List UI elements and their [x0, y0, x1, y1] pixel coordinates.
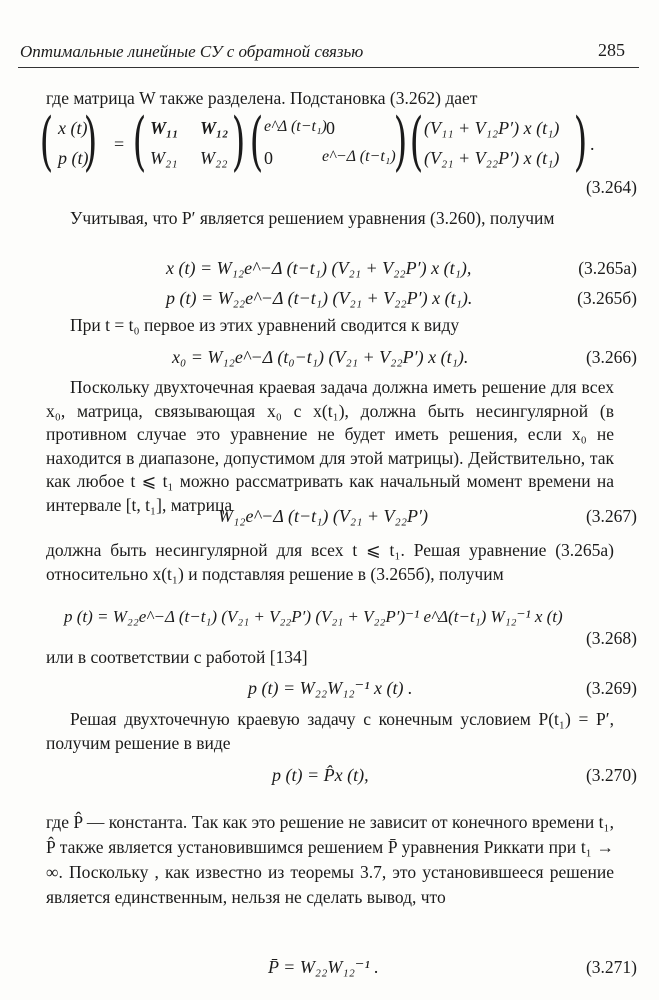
eq269-number: (3.269)	[585, 678, 637, 698]
page-number: 285	[598, 40, 625, 60]
eq265a-number: (3.265a)	[578, 258, 637, 278]
paragraph-7: где P̂ — константа. Так как это решение не зависит от конечного времени t₁, P̂ также является установившимся решением P̄ уравнения Риккати при t₁ → ∞. Поскольку , как известно из теоремы 3.7, это установившееся решение является единственным, нельзя не сделать вывод, что	[46, 812, 614, 907]
intro-line: где матрица W также разделена. Подстановка (3.262) дает	[46, 88, 478, 108]
eq264-dot: .	[590, 134, 595, 154]
running-header: Оптимальные линейные СУ с обратной связью	[20, 42, 364, 61]
eq264-e12: 0	[326, 118, 335, 138]
eq264-number: (3.264)	[585, 177, 637, 197]
equation-3-271: P̄ = W₂₂W₁₂⁻¹ .	[268, 957, 379, 977]
paragraph-3: Поскольку двухточечная краевая задача должна иметь решение для всех x₀, матрица, связывающая x₀ с x(t₁), должна быть несингулярной (в противном случае это уравнение не будет иметь решения, если x₀ не находится в диапазоне, допустимом для этой матрицы). Действительно, так как любое t ⩽ t₁ можно рассматривать как начальный момент времени на интервале [t, t₁], матрица	[46, 377, 614, 515]
paragraph-1: Учитывая, что P′ является решением уравнения (3.260), получим	[70, 208, 555, 228]
eq264-rhs-bot: (V₂₁ + V₂₂P′) x (t₁)	[424, 148, 560, 168]
eq270-number: (3.270)	[585, 765, 637, 785]
equation-3-269: p (t) = W₂₂W₁₂⁻¹ x (t) .	[248, 678, 413, 698]
equation-3-266: x₀ = W₁₂e^−Δ (t₀−t₁) (V₂₁ + V₂₂P′) x (t₁).	[172, 347, 469, 367]
eq264-w11: W₁₁	[150, 118, 179, 138]
equation-3-268: p (t) = W₂₂e^−Δ (t−t₁) (V₂₁ + V₂₂P′) (V₂₁ + V₂₂P′)⁻¹ e^Δ(t−t₁) W₁₂⁻¹ x (t)	[64, 607, 563, 626]
equation-3-265b: p (t) = W₂₂e^−Δ (t−t₁) (V₂₁ + V₂₂P′) x (t₁).	[166, 288, 473, 308]
eq264-w22: W₂₂	[200, 148, 228, 168]
paragraph-6: Решая двухточечную краевую задачу с конечным условием P(t₁) = P′, получим решение в виде	[46, 709, 614, 753]
paragraph-2: При t = t₀ первое из этих уравнений сводится к виду	[70, 315, 460, 335]
eq264-equals: =	[114, 134, 125, 154]
eq264-e22: e^−Δ (t−t₁)	[322, 148, 396, 165]
eq266-number: (3.266)	[585, 347, 637, 367]
equation-3-267: W₁₂e^−Δ (t−t₁) (V₂₁ + V₂₂P′)	[218, 506, 428, 526]
eq264-rhs-top: (V₁₁ + V₁₂P′) x (t₁)	[424, 118, 560, 138]
eq264-lhs-top: x (t)	[58, 118, 88, 138]
eq267-number: (3.267)	[585, 506, 637, 526]
eq271-number: (3.271)	[585, 957, 637, 977]
equation-3-264: ( x (t) p (t) ) = ( W₁₁ W₁₂ W₂₁ W₂₂ ) ( e^Δ (t−t₁) 0 0 e^−Δ (t−t₁) ) ( (V₁₁ + V₁₂P′) x (t₁) (V₂₁ + V₂₂P′) x (t₁) ) . (3.264)	[39, 105, 637, 197]
eq264-lhs-bot: p (t)	[58, 148, 89, 168]
eq264-e21: 0	[264, 148, 273, 168]
eq264-w21: W₂₁	[150, 148, 178, 168]
eq268-number: (3.268)	[585, 628, 637, 648]
eq265b-number: (3.265б)	[577, 288, 637, 308]
paragraph-4: должна быть несингулярной для всех t ⩽ t₁. Решая уравнение (3.265а) относительно x(t₁) и подставляя решение в (3.265б), получим	[46, 540, 614, 584]
equation-3-265a: x (t) = W₁₂e^−Δ (t−t₁) (V₂₁ + V₂₂P′) x (t₁),	[166, 258, 472, 278]
equation-3-270: p (t) = P̂x (t),	[272, 765, 369, 785]
eq264-w12: W₁₂	[200, 118, 229, 138]
eq264-e11: e^Δ (t−t₁)	[264, 118, 327, 135]
paragraph-5: или в соответствии с работой [134]	[46, 647, 308, 667]
